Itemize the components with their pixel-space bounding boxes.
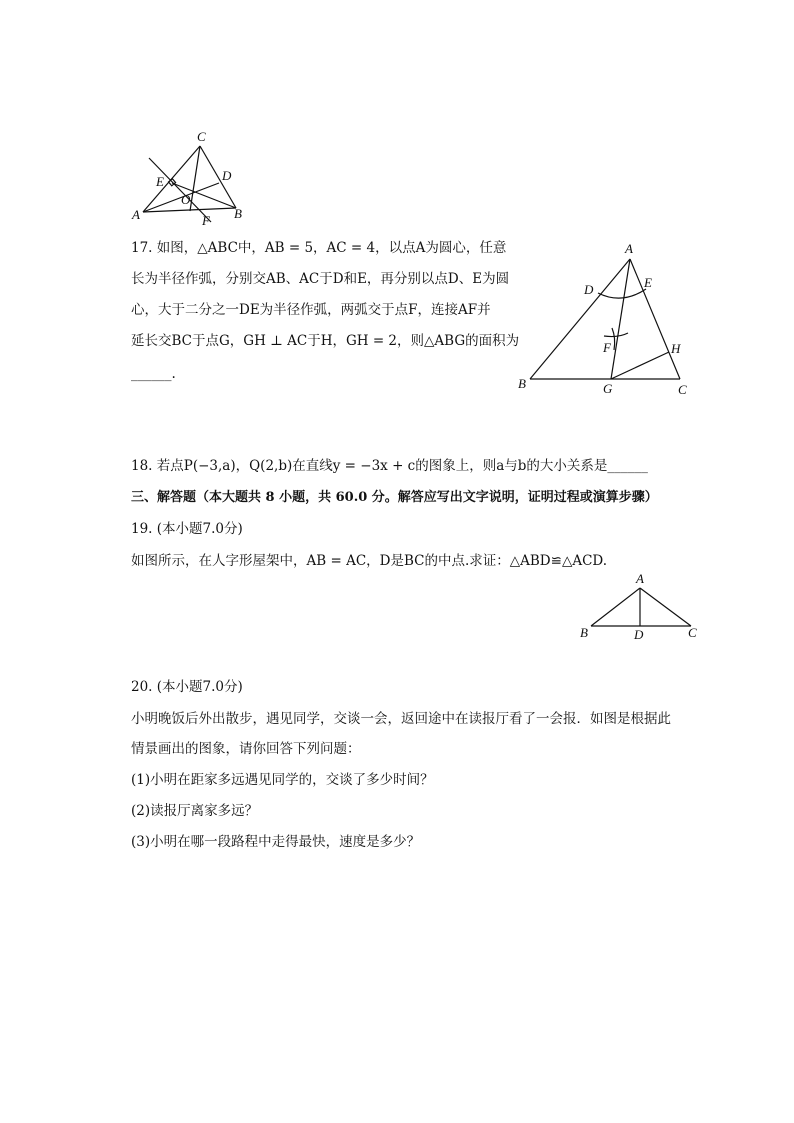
q17-line1: 17. 如图，△ABC中，AB = 5，AC = 4，以点A为圆心，任意 (131, 240, 507, 256)
label-B: B (518, 376, 526, 391)
q19-text: 如图所示，在人字形屋架中，AB = AC，D是BC的中点.求证：△ABD≌△ACD. (131, 553, 608, 569)
label-E: E (156, 174, 164, 189)
label-D: D (222, 168, 232, 183)
label-A: A (132, 207, 140, 222)
q17-answer-blank: ______. (131, 366, 176, 382)
q20-sub2: (2)读报厅离家多远？ (131, 803, 259, 819)
label-C: C (678, 382, 687, 397)
q20-text-line1: 小明晚饭后外出散步，遇见同学，交谈一会，返回途中在读报厅看了一会报．如图是根据此 (131, 711, 671, 727)
label-D: D (584, 282, 594, 297)
q17-line2: 长为半径作弧，分别交AB、AC于D和E，再分别以点D、E为圆 (131, 271, 510, 287)
q19-number: 19. (本小题7.0分) (131, 521, 243, 537)
label-E: E (644, 275, 652, 290)
label-F: F (603, 340, 611, 355)
label-B: B (580, 625, 588, 640)
q18-text: 18. 若点P(−3,a)，Q(2,b)在直线y = −3x + c的图象上，则a与b的大小关系是______ (131, 458, 648, 474)
label-C: C (688, 625, 697, 640)
q17-line4: 延长交BC于点G，GH ⊥ AC于H，GH = 2，则△ABG的面积为 (131, 333, 520, 349)
label-B: B (234, 206, 242, 221)
label-O: O (181, 192, 191, 207)
q20-sub3: (3)小明在哪一段路程中走得最快，速度是多少？ (131, 834, 421, 850)
label-F: F (202, 213, 210, 228)
label-H: H (671, 341, 681, 356)
label-A: A (636, 571, 644, 586)
section3-heading: 三、解答题（本大题共 8 小题，共 60.0 分。解答应写出文字说明，证明过程或演算步骤） (131, 490, 658, 505)
q20-number: 20. (本小题7.0分) (131, 679, 243, 695)
label-D: D (634, 627, 644, 642)
q20-text-line2: 情景画出的图象，请你回答下列问题： (131, 741, 361, 757)
label-A: A (625, 241, 633, 256)
q17-line3: 心，大于二分之一DE为半径作弧，两弧交于点F，连接AF并 (131, 302, 491, 318)
label-C: C (197, 129, 206, 144)
label-G: G (603, 381, 613, 396)
q20-sub1: (1)小明在距家多远遇见同学的，交谈了多少时间？ (131, 772, 434, 788)
